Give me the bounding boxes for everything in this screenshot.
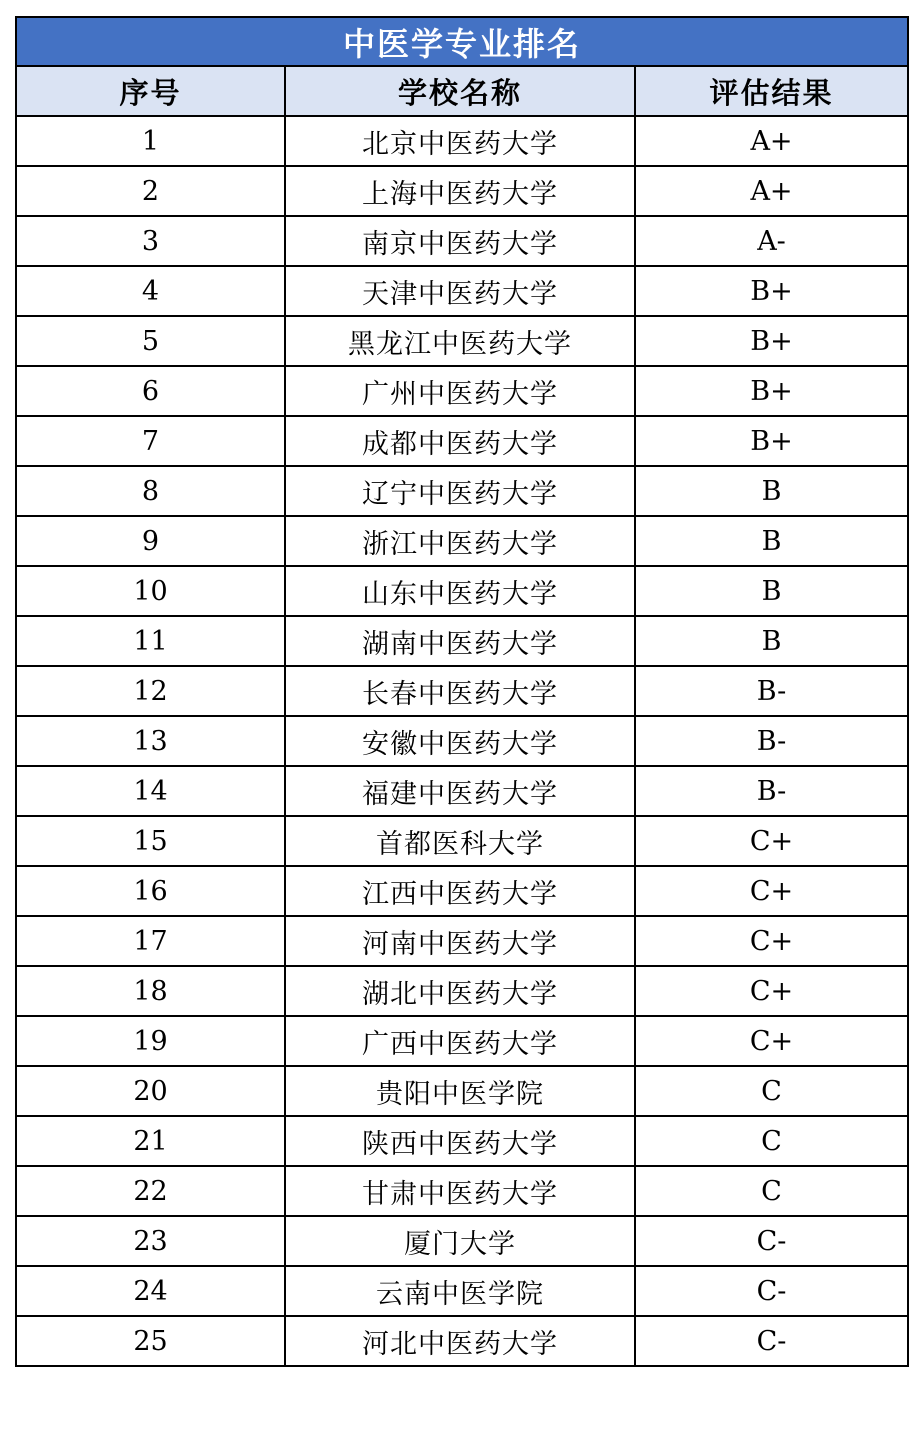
rank-cell: 17: [16, 916, 285, 966]
school-name-cell: 安徽中医药大学: [285, 716, 635, 766]
rank-cell: 18: [16, 966, 285, 1016]
rank-cell: 7: [16, 416, 285, 466]
rank-cell: 1: [16, 116, 285, 166]
grade-cell: B: [635, 616, 908, 666]
school-name-cell: 长春中医药大学: [285, 666, 635, 716]
school-name-cell: 北京中医药大学: [285, 116, 635, 166]
school-name-cell: 河南中医药大学: [285, 916, 635, 966]
grade-cell: B: [635, 516, 908, 566]
rank-cell: 4: [16, 266, 285, 316]
column-header-rank: 序号: [16, 66, 285, 116]
school-name-cell: 广西中医药大学: [285, 1016, 635, 1066]
school-name-cell: 厦门大学: [285, 1216, 635, 1266]
grade-cell: C: [635, 1066, 908, 1116]
grade-cell: B-: [635, 716, 908, 766]
school-name-cell: 首都医科大学: [285, 816, 635, 866]
grade-cell: B+: [635, 316, 908, 366]
rank-cell: 2: [16, 166, 285, 216]
rank-cell: 21: [16, 1116, 285, 1166]
school-name-cell: 陕西中医药大学: [285, 1116, 635, 1166]
grade-cell: C-: [635, 1316, 908, 1366]
school-name-cell: 上海中医药大学: [285, 166, 635, 216]
school-name-cell: 黑龙江中医药大学: [285, 316, 635, 366]
rank-cell: 5: [16, 316, 285, 366]
grade-cell: C: [635, 1116, 908, 1166]
rank-cell: 15: [16, 816, 285, 866]
table-body: [16, 116, 908, 1366]
school-name-cell: 云南中医学院: [285, 1266, 635, 1316]
table-row: [16, 716, 908, 766]
school-name-cell: 福建中医药大学: [285, 766, 635, 816]
table-row: [16, 416, 908, 466]
grade-cell: B-: [635, 766, 908, 816]
table-row: [16, 1116, 908, 1166]
rank-cell: 10: [16, 566, 285, 616]
grade-cell: A+: [635, 166, 908, 216]
table-row: [16, 616, 908, 666]
rank-cell: 25: [16, 1316, 285, 1366]
school-name-cell: 广州中医药大学: [285, 366, 635, 416]
grade-cell: C: [635, 1166, 908, 1216]
school-name-cell: 湖南中医药大学: [285, 616, 635, 666]
grade-cell: B+: [635, 266, 908, 316]
grade-cell: C+: [635, 866, 908, 916]
grade-cell: C+: [635, 916, 908, 966]
rank-cell: 20: [16, 1066, 285, 1116]
table-row: [16, 1216, 908, 1266]
table-row: [16, 266, 908, 316]
grade-cell: A-: [635, 216, 908, 266]
table-row: [16, 466, 908, 516]
grade-cell: B: [635, 466, 908, 516]
table-row: [16, 916, 908, 966]
grade-cell: B: [635, 566, 908, 616]
grade-cell: B+: [635, 416, 908, 466]
grade-cell: A+: [635, 116, 908, 166]
table-row: [16, 516, 908, 566]
title-row: [16, 17, 908, 66]
school-name-cell: 江西中医药大学: [285, 866, 635, 916]
rank-cell: 12: [16, 666, 285, 716]
table-row: [16, 1316, 908, 1366]
column-header-grade: 评估结果: [635, 66, 908, 116]
table-title: 中医学专业排名: [16, 17, 908, 66]
school-name-cell: 湖北中医药大学: [285, 966, 635, 1016]
table-row: [16, 866, 908, 916]
school-name-cell: 南京中医药大学: [285, 216, 635, 266]
grade-cell: B+: [635, 366, 908, 416]
rank-cell: 6: [16, 366, 285, 416]
school-name-cell: 辽宁中医药大学: [285, 466, 635, 516]
table-row: [16, 566, 908, 616]
school-name-cell: 浙江中医药大学: [285, 516, 635, 566]
school-name-cell: 山东中医药大学: [285, 566, 635, 616]
grade-cell: C-: [635, 1266, 908, 1316]
rank-cell: 16: [16, 866, 285, 916]
grade-cell: C+: [635, 816, 908, 866]
table-row: [16, 966, 908, 1016]
table-row: [16, 116, 908, 166]
rank-cell: 11: [16, 616, 285, 666]
table-row: [16, 1066, 908, 1116]
school-name-cell: 贵阳中医学院: [285, 1066, 635, 1116]
table-row: [16, 216, 908, 266]
rank-cell: 13: [16, 716, 285, 766]
grade-cell: C-: [635, 1216, 908, 1266]
table-row: [16, 1166, 908, 1216]
grade-cell: C+: [635, 1016, 908, 1066]
table-row: [16, 166, 908, 216]
rank-cell: 24: [16, 1266, 285, 1316]
rank-cell: 8: [16, 466, 285, 516]
rank-cell: 22: [16, 1166, 285, 1216]
rank-cell: 14: [16, 766, 285, 816]
column-header-school: 学校名称: [285, 66, 635, 116]
grade-cell: C+: [635, 966, 908, 1016]
rank-cell: 23: [16, 1216, 285, 1266]
table-row: [16, 316, 908, 366]
table-row: [16, 366, 908, 416]
table-row: [16, 1016, 908, 1066]
school-name-cell: 甘肃中医药大学: [285, 1166, 635, 1216]
rank-cell: 9: [16, 516, 285, 566]
rank-cell: 3: [16, 216, 285, 266]
school-name-cell: 成都中医药大学: [285, 416, 635, 466]
table-row: [16, 666, 908, 716]
school-name-cell: 河北中医药大学: [285, 1316, 635, 1366]
table-row: [16, 766, 908, 816]
header-row: [16, 66, 908, 116]
school-name-cell: 天津中医药大学: [285, 266, 635, 316]
table-row: [16, 816, 908, 866]
ranking-table: [15, 16, 909, 1367]
table-row: [16, 1266, 908, 1316]
rank-cell: 19: [16, 1016, 285, 1066]
grade-cell: B-: [635, 666, 908, 716]
